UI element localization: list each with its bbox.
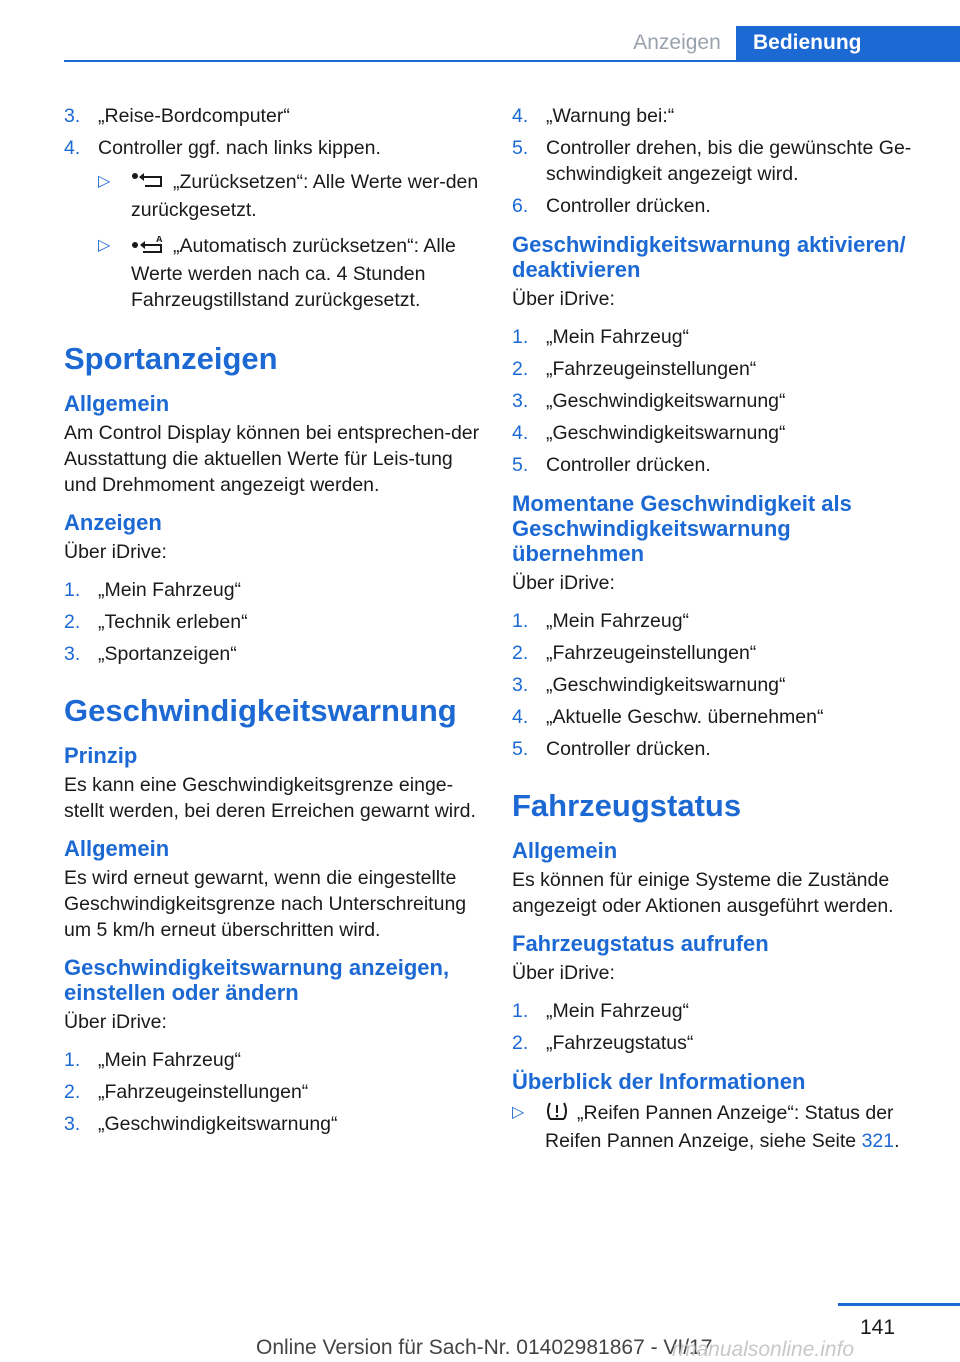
sub-list [512,1100,928,1154]
section-title: Sportanzeigen [64,341,278,376]
left-column [64,103,482,1150]
step-list [64,1047,482,1137]
list-item: 3. „Geschwindigkeitswarnung“ [64,1113,338,1135]
list-item: 1. „Mein Fahrzeug“ [64,1049,242,1071]
list-item: 3. „Reise-Bordcomputer“ [64,105,290,127]
list-item: 1. „Mein Fahrzeug“ [512,1000,690,1022]
step-list [512,608,928,762]
list-item: 5. Controller drücken. [512,738,711,760]
step-list [512,103,928,219]
tab-bedienung: Bedienung [736,26,960,60]
reset-icon [131,171,165,197]
list-item: 5. Controller drücken. [512,454,711,476]
tire-warning-icon [545,1101,569,1128]
list-item: 4. „Geschwindigkeitswarnung“ [512,422,786,444]
right-column [512,103,928,1164]
list-item: 3. „Sportanzeigen“ [64,643,237,665]
list-item: 4. Controller ggf. nach links kippen. ▷ „Zurücksetzen“: Alle Werte wer-den zurückgesetzt. ▷ A „Automatisch zurücksetzen“: Alle Werte werden nach ca. 4 Stunden Fahrzeugstillstand zurückgesetzt. [64,135,482,313]
sub-list [98,169,482,313]
tab-anzeigen: Anzeigen [633,31,721,54]
list-item: ▷ „Reifen Pannen Anzeige“: Status der Reifen Pannen Anzeige, siehe Seite 321. [512,1102,900,1152]
step-list [512,998,928,1056]
subsection-title: Momentane Geschwindigkeit als Geschwindigkeitswarnung übernehmen [512,491,852,566]
subsection-title: Prinzip [64,743,138,768]
online-version-note: Online Version für Sach-Nr. 01402981867 - VI/17 [256,1336,713,1359]
triangle-bullet-icon: ▷ [98,237,111,254]
header-rule [64,60,960,62]
list-item: 2. „Fahrzeugeinstellungen“ [64,1081,309,1103]
triangle-bullet-icon: ▷ [512,1104,525,1121]
section-title: Geschwindigkeitswarnung [64,693,457,728]
paragraph: Über iDrive: [64,541,167,563]
watermark: rmanualsonline.info [672,1338,855,1361]
step-list [64,103,482,313]
list-item: 6. Controller drücken. [512,195,711,217]
subsection-title: Allgemein [64,391,170,416]
subsection-title: Allgemein [512,838,618,863]
subsection-title: Überblick der Informationen [512,1069,806,1094]
subsection-title: Geschwindigkeitswarnung aktivieren/ deaktivieren [512,232,906,282]
step-list [64,577,482,667]
list-item: ▷ A „Automatisch zurücksetzen“: Alle Werte werden nach ca. 4 Stunden Fahrzeugstillstand zurückgesetzt. [98,235,456,311]
triangle-bullet-icon: ▷ [98,173,111,190]
paragraph: Über iDrive: [512,962,615,984]
section-title: Fahrzeugstatus [512,788,742,823]
paragraph: Es können für einige Systeme die Zustände angezeigt oder Aktionen ausgeführt werden. [512,869,894,917]
footer-rule [838,1303,960,1306]
page-link[interactable]: 321 [861,1130,895,1152]
step-list [512,324,928,478]
list-item: 1. „Mein Fahrzeug“ [512,326,690,348]
list-item: 3. „Geschwindigkeitswarnung“ [512,674,786,696]
list-item: 4. „Aktuelle Geschw. übernehmen“ [512,706,824,728]
subsection-title: Allgemein [64,836,170,861]
list-item: 2. „Fahrzeugeinstellungen“ [512,358,757,380]
page-number: 141 [860,1316,896,1339]
paragraph: Über iDrive: [512,288,615,310]
subsection-title: Anzeigen [64,510,162,535]
paragraph: Über iDrive: [512,572,615,594]
paragraph: Es kann eine Geschwindigkeitsgrenze einge-stellt werden, bei deren Erreichen gewarnt wird. [64,774,476,822]
list-item: ▷ „Zurücksetzen“: Alle Werte wer-den zurückgesetzt. [98,171,479,221]
list-item: 1. „Mein Fahrzeug“ [512,610,690,632]
paragraph: Über iDrive: [64,1011,167,1033]
list-item: 2. „Fahrzeugeinstellungen“ [512,642,757,664]
list-item: 1. „Mein Fahrzeug“ [64,579,242,601]
svg-text:A: A [156,236,163,244]
paragraph: Es wird erneut gewarnt, wenn die eingestellte Geschwindigkeitsgrenze nach Unterschreitung um 5 km/h erneut überschritten wird. [64,867,467,941]
subsection-title: Geschwindigkeitswarnung anzeigen, einstellen oder ändern [64,955,450,1005]
auto-reset-icon [131,235,165,261]
list-item: 3. „Geschwindigkeitswarnung“ [512,390,786,412]
list-item: 2. „Technik erleben“ [64,611,248,633]
list-item: 2. „Fahrzeugstatus“ [512,1032,694,1054]
list-item: 5. Controller drehen, bis die gewünschte Ge-schwindigkeit angezeigt wird. [512,137,912,185]
subsection-title: Fahrzeugstatus aufrufen [512,931,769,956]
list-item: 4. „Warnung bei:“ [512,105,675,127]
paragraph: Am Control Display können bei entsprechen-der Ausstattung die aktuellen Werte für Leis-tung und Drehmoment angezeigt werden. [64,422,480,496]
